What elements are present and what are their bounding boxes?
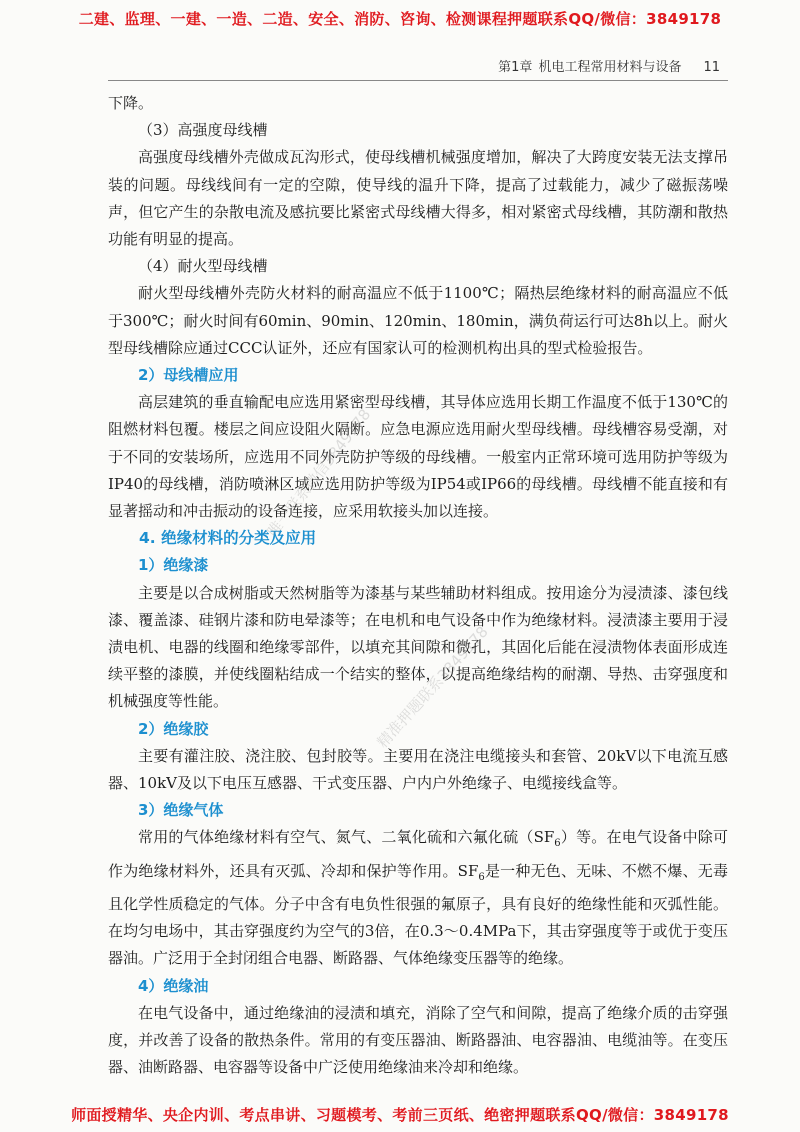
- paragraph: 主要是以合成树脂或天然树脂等为漆基与某些辅助材料组成。按用途分为浸渍漆、漆包线漆、覆盖漆、硅钢片漆和防电晕漆等；在电机和电气设备中作为绝缘材料。浸渍漆主要用于浸渍电机、电器的线圈和绝缘零部件，以填充其间隙和微孔，其固化后能在浸渍物体表面形成连续平整的漆膜，并使线圈粘结成一个结实的整体，以提高绝缘结构的耐潮、导热、击穿强度和机械强度等性能。: [108, 583, 728, 711]
- paragraph: 主要有灌注胶、浇注胶、包封胶等。主要用在浇注电缆接头和套管、20kV以下电流互感器、10kV及以下电压互感器、干式变压器、户内户外绝缘子、电缆接线盒等。: [108, 746, 728, 793]
- paragraph: 耐火型母线槽外壳防火材料的耐高温应不低于1100℃；隔热层绝缘材料的耐高温应不低于300℃；耐火时间有60min、90min、120min、180min，满负荷运行可达8h以上。耐火型母线槽除应通过CCC认证外，还应有国家认可的检测机构出具的型式检验报告。: [108, 284, 728, 357]
- page-number: 11: [703, 60, 720, 75]
- paragraph: 下降。: [108, 94, 154, 112]
- text-run: ）等。在电气设备中除可作为绝缘材料外，还具有灭弧、冷却和保护等作用。SF: [108, 828, 728, 880]
- text-run: 常用的气体绝缘材料有空气、氮气、二氧化硫和六氟化硫（SF: [138, 828, 555, 847]
- running-header: [492, 56, 720, 75]
- paragraph: 高强度母线槽外壳做成瓦沟形式，使母线槽机械强度增加，解决了大跨度安装无法支撑吊装的问题。母线线间有一定的空隙，使导线的温升下降，提高了过载能力，减少了磁振荡噪声，但它产生的杂散电流及感抗要比紧密式母线槽大得多，相对紧密式母线槽，其防潮和散热功能有明显的提高。: [108, 148, 728, 249]
- heading-busway-application: 2）母线槽应用: [138, 366, 239, 385]
- header-divider: [108, 80, 728, 81]
- top-promo-banner: 二建、监理、一建、一造、二造、安全、消防、咨询、检测课程押题联系QQ/微信：3849178: [78, 10, 722, 28]
- page-body: [108, 90, 728, 1081]
- subheading-high-strength-busway: （3）高强度母线槽: [138, 121, 268, 140]
- watermark-text: 精准押题联系3849178: [373, 622, 492, 752]
- heading-insulating-varnish: 1）绝缘漆: [138, 556, 209, 575]
- bottom-promo-banner: 师面授精华、央企内训、考点串讲、习题模考、考前三页纸、绝密押题联系QQ/微信：3849178: [71, 1106, 729, 1124]
- heading-insulating-glue: 2）绝缘胶: [138, 719, 209, 738]
- subscript: 6: [478, 871, 485, 883]
- watermark-text: 唯一联系微信3849178: [263, 405, 375, 541]
- paragraph: 在电气设备中，通过绝缘油的浸渍和填充，消除了空气和间隙，提高了绝缘介质的击穿强度，并改善了设备的散热条件。常用的有变压器油、断路器油、电容器油、电缆油等。在变压器、油断路器、电容器等设备中广泛使用绝缘油来冷却和绝缘。: [108, 1003, 728, 1077]
- paragraph-sf6: [108, 824, 728, 972]
- chapter-number: 第1章: [498, 60, 533, 75]
- text-run: 是一种无色、无味、不燃不爆、无毒且化学性质稳定的气体。分子中含有电负性很强的氟原子，具有良好的绝缘性能和灭弧性能。在均匀电场中，其击穿强度约为空气的3倍，在0.3～0.4MPa下，其击穿强度等于或优于变压器油。广泛用于全封闭组合电器、断路器、气体绝缘变压器等的绝缘。: [108, 861, 728, 968]
- paragraph: 高层建筑的垂直输配电应选用紧密型母线槽，其导体应选用长期工作温度不低于130℃的阻燃材料包覆。楼层之间应设阻火隔断。应急电源应选用耐火型母线槽。母线槽容易受潮，对于不同的安装场所，应选用不同外壳防护等级的母线槽。一般室内正常环境可选用防护等级为IP40的母线槽，消防喷淋区域应选用防护等级为IP54或IP66的母线槽。母线槽不能直接和有显著摇动和冲击振动的设备连接，应采用软接头加以连接。: [108, 393, 728, 521]
- heading-insulating-oil: 4）绝缘油: [138, 976, 209, 995]
- subheading-fire-resistant-busway: （4）耐火型母线槽: [138, 257, 268, 276]
- section-heading-insulating-materials: 4. 绝缘材料的分类及应用: [139, 529, 317, 548]
- chapter-title: 机电工程常用材料与设备: [538, 60, 682, 75]
- heading-insulating-gas: 3）绝缘气体: [138, 801, 224, 820]
- subscript: 6: [554, 838, 561, 850]
